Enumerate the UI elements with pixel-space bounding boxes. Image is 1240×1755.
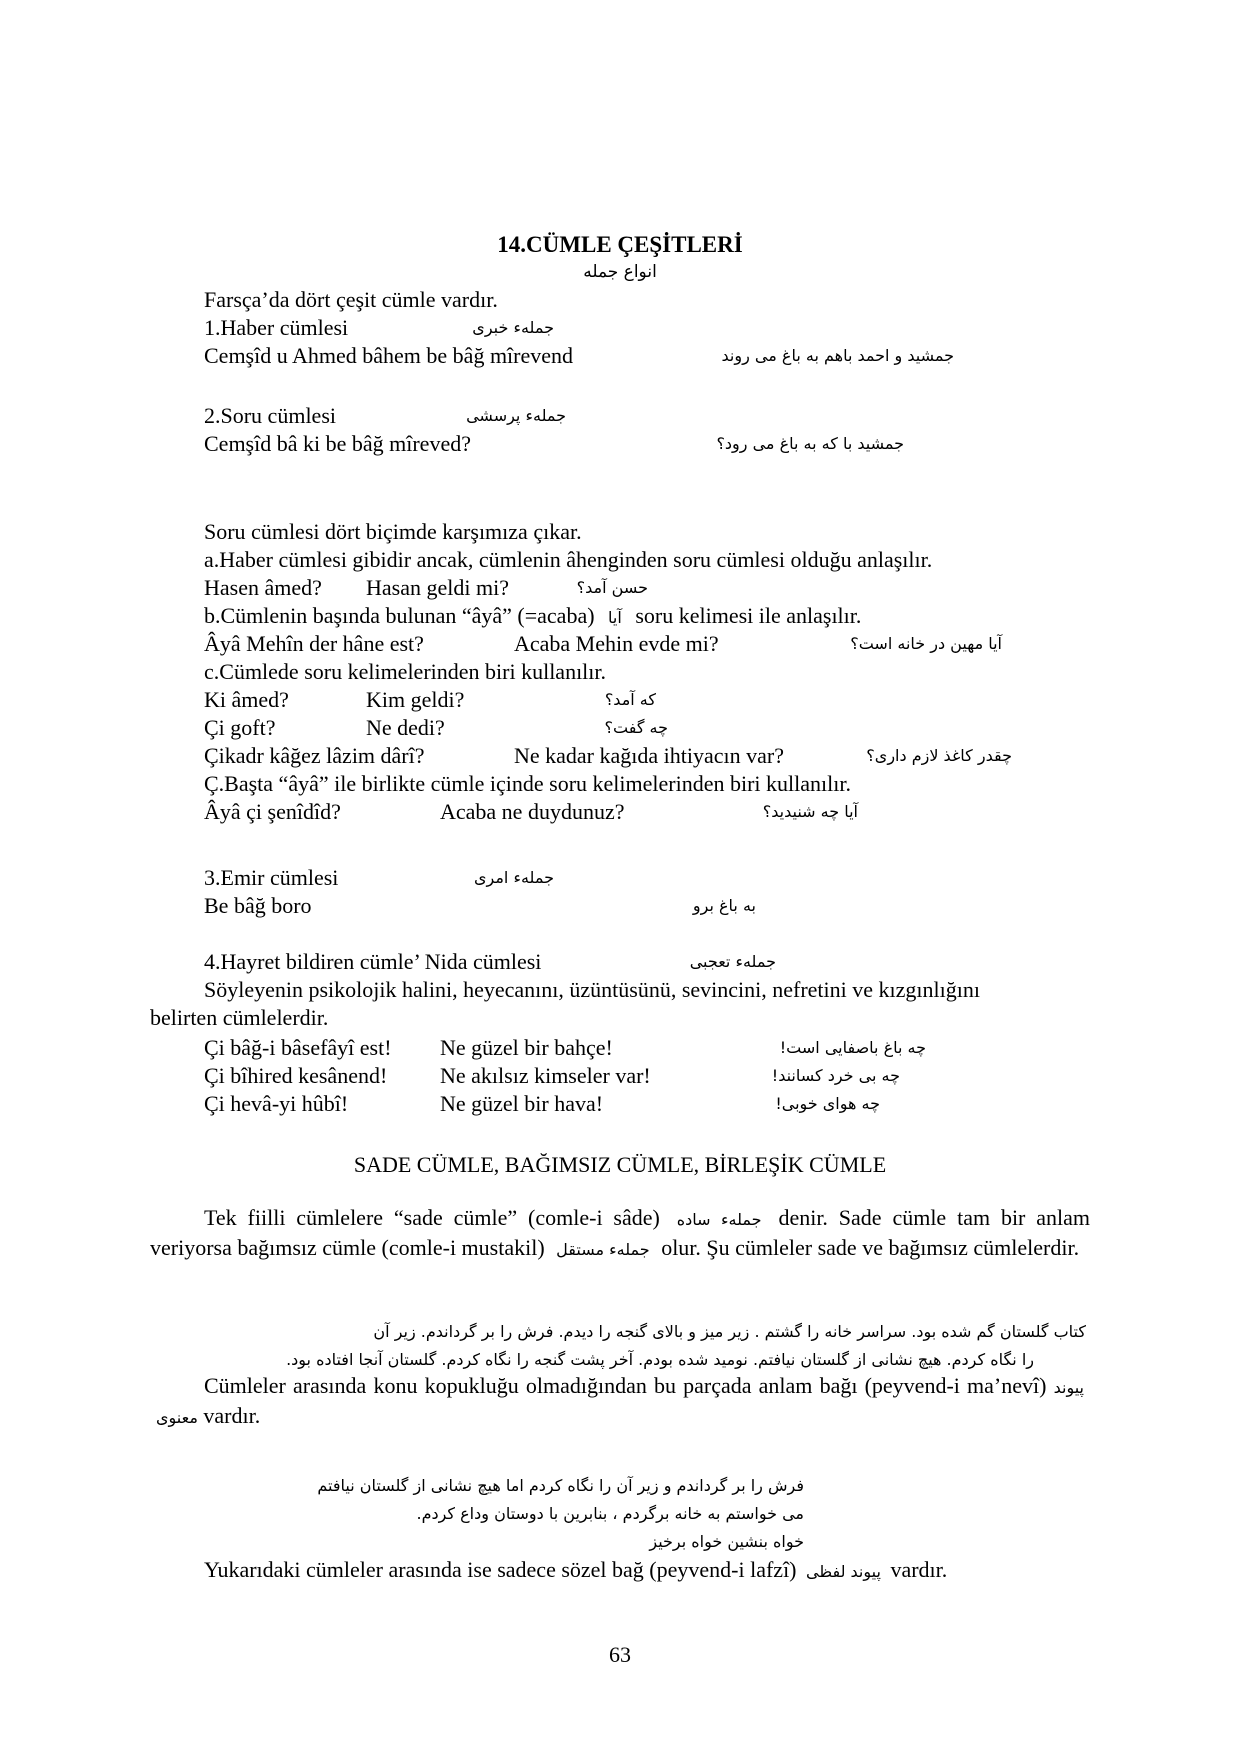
paragraph-1-text-c: olur. Şu cümleler sade ve bağımsız cümlelerdir.	[661, 1235, 1080, 1260]
anlam-bagi-paragraph	[150, 1372, 1090, 1432]
hayret-row-3-translation: Ne güzel bir hava!	[440, 1091, 604, 1116]
paragraph-2-text-b: vardır.	[203, 1403, 261, 1428]
soru-label: 2.Soru cümlesi	[204, 403, 336, 428]
soru-form-b	[204, 602, 861, 632]
form-a-example: Hasen âmed?	[204, 575, 322, 600]
persian-passage-2-line-2: می خواستم به خانه برگردم ، بنابرین با دوستان وداع کردم.	[416, 1504, 804, 1523]
soru-form-d: Ç.Başta “âyâ” ile birlikte cümle içinde soru kelimelerinden biri kullanılır.	[204, 771, 851, 796]
persian-passage-1-line-2: را نگاه کردم. هیچ نشانی از گلستان نیافتم. نومید شده بودم. آخر پشت گنجه را نگاه کردم. گلستان آنجا افتاده بود.	[286, 1350, 1034, 1369]
form-a-persian: حسن آمد؟	[576, 578, 648, 597]
persian-passage-1-line-1: کتاب گلستان گم شده بود. سراسر خانه را گشتم . زیر میز و بالای گنجه را دیدم. فرش را بر گرداندم. زیر آن	[373, 1322, 1086, 1341]
sozel-bag-sentence	[204, 1556, 947, 1586]
haber-label-persian: جمله‌ء خبری	[472, 318, 554, 337]
paragraph-2-persian: پیوند معنوی	[156, 1378, 1085, 1427]
form-c-row-2-persian: چه گفت؟	[604, 718, 668, 737]
form-c-row-1-example: Ki âmed?	[204, 687, 289, 712]
form-c-row-2-example: Çi goft?	[204, 715, 276, 740]
form-a-translation: Hasan geldi mi?	[366, 575, 509, 600]
paragraph-1-text-a: Tek fiilli cümlelere “sade cümle” (comle-i sâde)	[204, 1205, 660, 1230]
soru-forms-intro: Soru cümlesi dört biçimde karşımıza çıkar.	[204, 519, 582, 544]
form-c-row-3-translation: Ne kadar kağıda ihtiyacın var?	[514, 743, 784, 768]
emir-label: 3.Emir cümlesi	[204, 865, 339, 890]
hayret-row-2-example: Çi bîhired kesânend!	[204, 1063, 388, 1088]
form-b-persian-word: آیا	[608, 608, 622, 627]
paragraph-1-persian-1: جمله‌ء ساده	[676, 1210, 762, 1229]
form-c-row-1-translation: Kim geldi?	[366, 687, 465, 712]
form-d-persian: آیا چه شنیدید؟	[762, 802, 858, 821]
form-d-translation: Acaba ne duydunuz?	[440, 799, 625, 824]
soru-example: Cemşîd bâ ki be bâğ mîreved?	[204, 431, 471, 456]
page-number: 63	[609, 1642, 631, 1667]
form-c-row-1-persian: که آمد؟	[604, 690, 656, 709]
paragraph-3-persian: پیوند لفظی	[806, 1562, 881, 1581]
hayret-row-1-translation: Ne güzel bir bahçe!	[440, 1035, 613, 1060]
form-b-example: Âyâ Mehîn der hâne est?	[204, 631, 424, 656]
hayret-label: 4.Hayret bildiren cümle’ Nida cümlesi	[204, 949, 542, 974]
hayret-row-2-persian: چه بی خرد کسانند!	[771, 1066, 900, 1085]
form-c-row-3-example: Çikadr kâğez lâzim dârî?	[204, 743, 425, 768]
paragraph-2-text-a: Cümleler arasında konu kopukluğu olmadığından bu parçada anlam bağı (peyvend-i ma’nevî)	[204, 1373, 1047, 1398]
section-heading: SADE CÜMLE, BAĞIMSIZ CÜMLE, BİRLEŞİK CÜMLE	[353, 1152, 887, 1177]
hayret-row-2-translation: Ne akılsız kimseler var!	[440, 1063, 651, 1088]
form-c-row-3-persian: چقدر کاغذ لازم داری؟	[866, 746, 1012, 765]
form-b-persian: آیا مهین در خانه است؟	[850, 634, 1002, 653]
soru-form-c: c.Cümlede soru kelimelerinden biri kullanılır.	[204, 659, 607, 684]
hayret-row-1-example: Çi bâğ-i bâsefâyî est!	[204, 1035, 392, 1060]
haber-example-persian: جمشید و احمد باهم به باغ می روند	[721, 346, 954, 365]
soru-form-a: a.Haber cümlesi gibidir ancak, cümlenin âhenginden soru cümlesi olduğu anlaşılır.	[204, 547, 933, 572]
chapter-title: 14.CÜMLE ÇEŞİTLERİ	[497, 232, 743, 257]
form-c-row-2-translation: Ne dedi?	[366, 715, 445, 740]
sade-cumle-paragraph	[150, 1204, 1090, 1264]
persian-passage-1	[146, 1318, 1086, 1374]
paragraph-1-persian-2: جمله‌ء مستقل	[556, 1240, 650, 1259]
chapter-title-persian: انواع جمله	[583, 262, 657, 282]
intro-text: Farsça’da dört çeşit cümle vardır.	[204, 287, 498, 312]
form-b-text-start: b.Cümlenin başında bulunan “âyâ” (=acaba)	[204, 603, 595, 628]
form-b-text-end: soru kelimesi ile anlaşılır.	[635, 603, 862, 628]
persian-passage-2	[204, 1472, 804, 1556]
hayret-label-persian: جمله‌ء تعجبی	[689, 952, 776, 971]
hayret-row-3-persian: چه هوای خوبی!	[775, 1094, 880, 1113]
form-d-example: Âyâ çi şenîdîd?	[204, 799, 341, 824]
haber-example: Cemşîd u Ahmed bâhem be bâğ mîrevend	[204, 343, 574, 368]
paragraph-1-text-b: denir. Sade cümle tam bir anlam veriyorsa bağımsız cümle (comle-i mustakil)	[150, 1205, 1091, 1260]
persian-passage-2-line-3: خواه بنشین خواه برخیز	[649, 1532, 804, 1551]
emir-example: Be bâğ boro	[204, 893, 312, 918]
paragraph-3-text-a: Yukarıdaki cümleler arasında ise sadece sözel bağ (peyvend-i lafzî)	[204, 1557, 797, 1582]
emir-label-persian: جمله‌ء امری	[474, 868, 554, 887]
hayret-description-line-1: Söyleyenin psikolojik halini, heyecanını, üzüntüsünü, sevincini, nefretini ve kızgınlığını	[204, 977, 980, 1002]
hayret-row-3-example: Çi hevâ-yi hûbî!	[204, 1091, 349, 1116]
haber-label: 1.Haber cümlesi	[204, 315, 349, 340]
form-b-translation: Acaba Mehin evde mi?	[514, 631, 719, 656]
persian-passage-2-line-1: فرش را بر گرداندم و زیر آن را نگاه کردم اما هیچ نشانی از گلستان نیافتم	[317, 1476, 804, 1495]
soru-label-persian: جمله‌ء پرسشی	[466, 406, 566, 425]
paragraph-3-text-b: vardır.	[890, 1557, 948, 1582]
emir-example-persian: به باغ برو	[692, 896, 756, 915]
hayret-description-line-2: belirten cümlelerdir.	[150, 1005, 329, 1030]
hayret-row-1-persian: چه باغ باصفایی است!	[779, 1038, 926, 1057]
soru-example-persian: جمشید با که به باغ می رود؟	[716, 434, 904, 453]
